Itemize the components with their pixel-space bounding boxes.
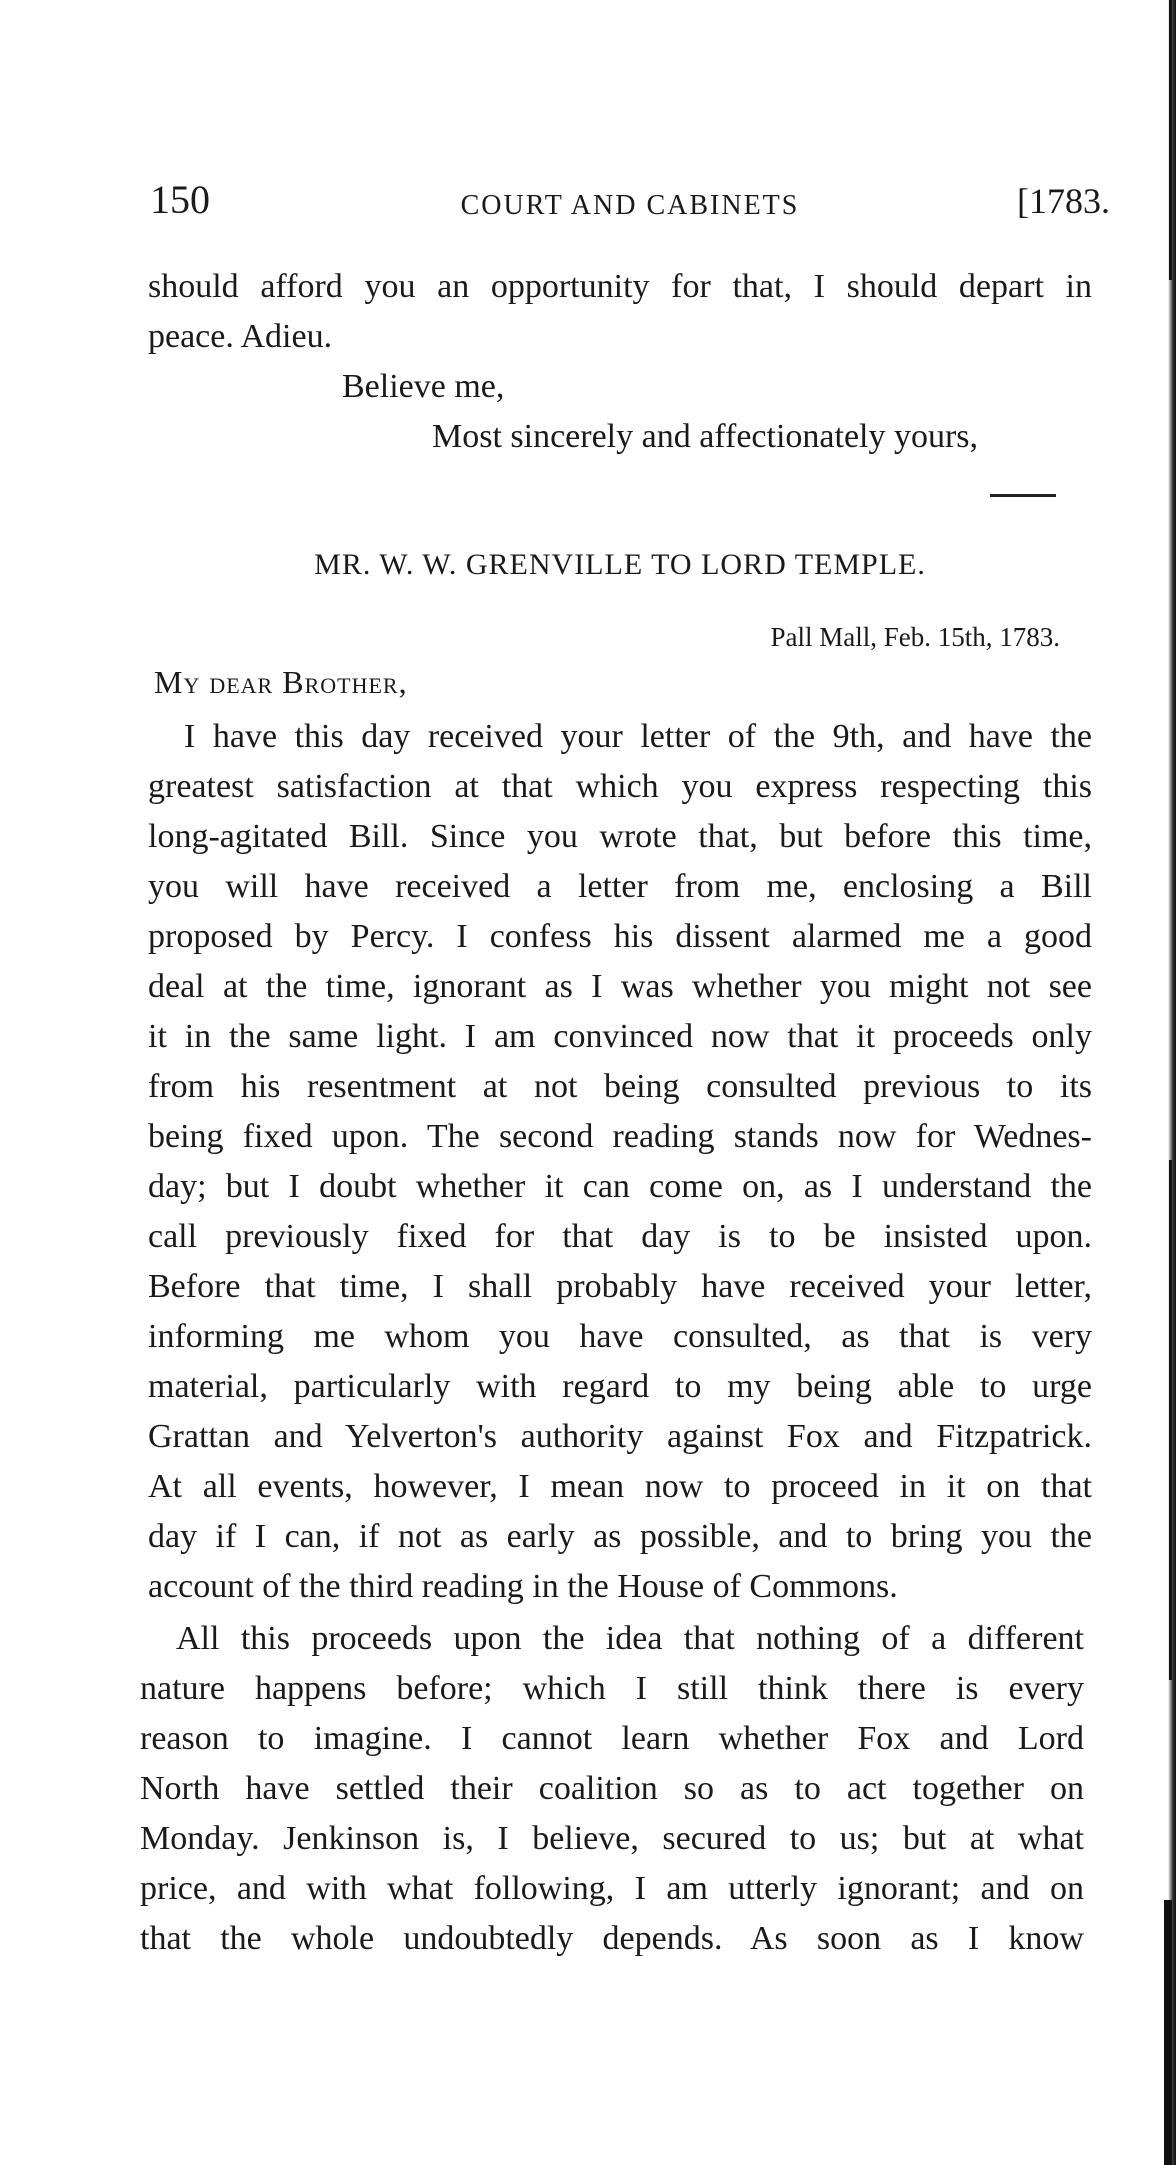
text-line: proposed by Percy. I confess his dissent alarmed me a good [148, 918, 1092, 955]
text-line: account of the third reading in the House of Commons. [148, 1568, 898, 1605]
previous-letter-ending [148, 262, 1092, 362]
page-number: 150 [150, 177, 210, 222]
letter-salutation: My dear Brother, [154, 664, 408, 700]
binding-shadow [1169, 0, 1172, 280]
binding-shadow [1164, 1900, 1172, 2165]
text-line: from his resentment at not being consulted previous to its [148, 1068, 1092, 1105]
page-binding-edge [1168, 0, 1176, 2165]
letter-heading: MR. W. W. GRENVILLE TO LORD TEMPLE. [314, 548, 926, 581]
text-line: greatest satisfaction at that which you express respecting this [148, 768, 1092, 805]
text-line: informing me whom you have consulted, as that is very [148, 1318, 1092, 1355]
running-title: COURT AND CABINETS [460, 190, 800, 221]
text-line: I have this day received your letter of the 9th, and have the [184, 718, 1092, 755]
running-year: [1783. [1017, 181, 1110, 221]
text-line: day; but I doubt whether it can come on, as I understand the [148, 1168, 1092, 1205]
running-head [150, 176, 1110, 226]
text-line: you will have received a letter from me, enclosing a Bill [148, 868, 1092, 905]
text-line: All this proceeds upon the idea that nothing of a different [176, 1620, 1084, 1657]
text-line: that the whole undoubtedly depends. As soon as I know [140, 1920, 1084, 1957]
text-line: price, and with what following, I am utterly ignorant; and on [140, 1870, 1084, 1907]
text-line: it in the same light. I am convinced now that it proceeds only [148, 1018, 1092, 1055]
paragraph-2 [140, 1614, 1084, 1964]
text-line: deal at the time, ignorant as I was whether you might not see [148, 968, 1092, 1005]
text-line: At all events, however, I mean now to proceed in it on that [148, 1468, 1092, 1505]
text-line: being fixed upon. The second reading stands now for Wednes- [148, 1118, 1092, 1155]
text-line: call previously fixed for that day is to be insisted upon. [148, 1218, 1092, 1255]
text-line: long-agitated Bill. Since you wrote that, but before this time, [148, 818, 1092, 855]
closing-believe-me: Believe me, [342, 368, 505, 405]
text-line: North have settled their coalition so as to act together on [140, 1770, 1084, 1807]
text-line: nature happens before; which I still think there is every [140, 1670, 1084, 1707]
text-line: day if I can, if not as early as possible, and to bring you the [148, 1518, 1092, 1555]
text-line: peace. Adieu. [148, 318, 333, 355]
text-line: reason to imagine. I cannot learn whether Fox and Lord [140, 1720, 1084, 1757]
closing-valediction: Most sincerely and affectionately yours, [432, 418, 979, 455]
text-line: should afford you an opportunity for that, I should depart in [148, 268, 1092, 305]
text-line: Grattan and Yelverton's authority against Fox and Fitzpatrick. [148, 1418, 1092, 1455]
text-line: Before that time, I shall probably have received your letter, [148, 1268, 1092, 1305]
paragraph-1 [148, 712, 1092, 1612]
binding-shadow [1169, 1160, 1172, 1680]
text-line: material, particularly with regard to my being able to urge [148, 1368, 1092, 1405]
text-line: Monday. Jenkinson is, I believe, secured to us; but at what [140, 1820, 1084, 1857]
signature-rule [990, 494, 1056, 497]
letter-dateline: Pall Mall, Feb. 15th, 1783. [770, 622, 1060, 652]
